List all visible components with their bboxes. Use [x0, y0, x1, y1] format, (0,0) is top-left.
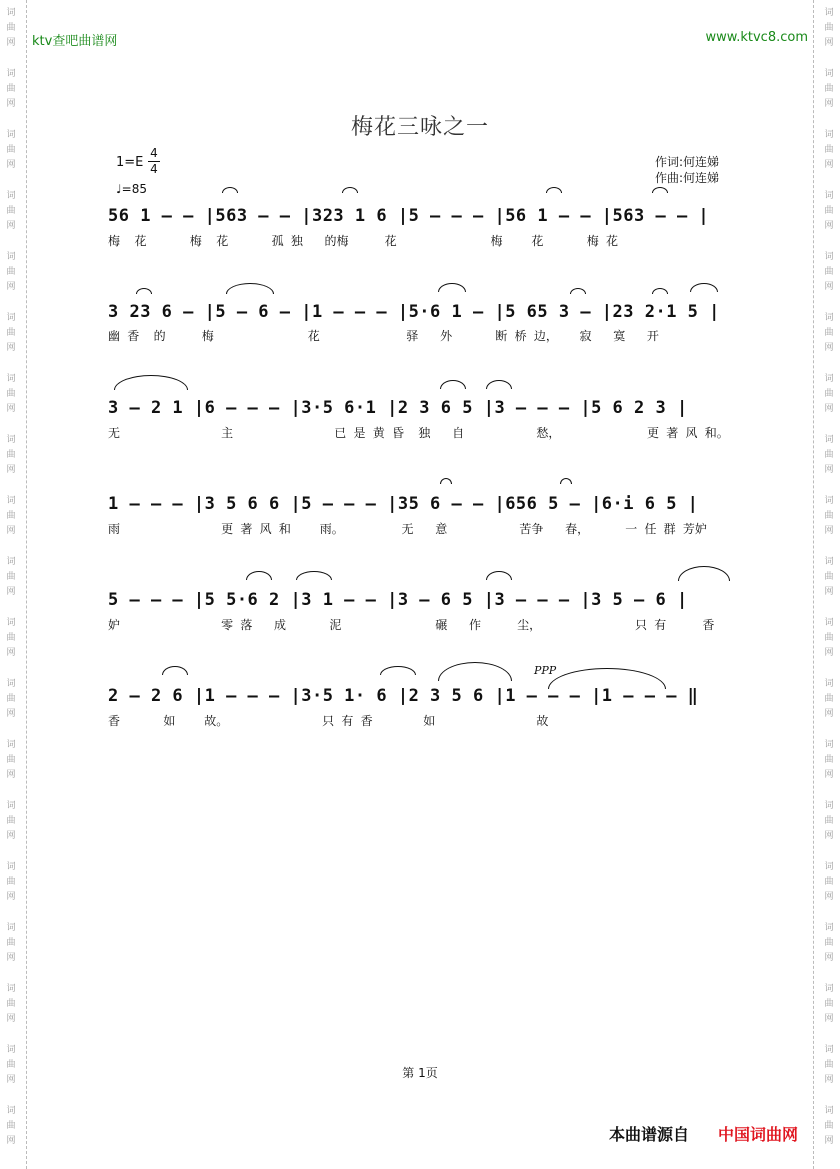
watermark-text: 词曲网 [6, 8, 16, 48]
watermark-text: 词曲网 [6, 618, 16, 658]
watermark-text: 词曲网 [6, 679, 16, 719]
slur-mark [560, 478, 572, 484]
source-label: 本曲谱源自 [609, 1125, 690, 1144]
watermark-text: 词曲网 [824, 374, 834, 414]
watermark-text: 词曲网 [6, 191, 16, 231]
watermark-text: 词曲网 [6, 862, 16, 902]
slur-mark [440, 380, 466, 389]
slur-mark [246, 571, 272, 580]
slur-mark [114, 375, 188, 390]
watermark-text: 词曲网 [6, 313, 16, 353]
watermark-text: 词曲网 [824, 435, 834, 475]
time-signature [148, 146, 160, 177]
watermark-text: 词曲网 [6, 69, 16, 109]
watermark-text: 词曲网 [6, 252, 16, 292]
watermark-text: 词曲网 [824, 130, 834, 170]
dynamic-marking: PPP [534, 664, 557, 677]
slur-mark [690, 283, 718, 292]
watermark-text: 词曲网 [6, 801, 16, 841]
lyrics-row-6: 香 如 故。 只 有 香 如 故 [108, 714, 549, 728]
watermark-text: 词曲网 [6, 435, 16, 475]
slur-mark [296, 571, 332, 580]
lyricist-credit: 作词:何连娣 [655, 155, 720, 169]
watermark-text: 词曲网 [824, 984, 834, 1024]
lyrics-row-2: 幽 香 的 梅 花 驿 外 断 桥 边， 寂 寞 开 [108, 329, 659, 343]
slur-mark [652, 288, 668, 294]
song-title: 梅花三咏之一 [350, 115, 489, 140]
lyrics-row-5: 妒 零 落 成 泥 碾 作 尘， 只 有 香 [108, 618, 715, 632]
watermark-text: 词曲网 [824, 618, 834, 658]
watermark-text: 词曲网 [6, 740, 16, 780]
slur-mark [486, 380, 512, 389]
source-site-link[interactable]: 中国词曲网 [718, 1125, 799, 1144]
time-signature-top: 4 [150, 146, 158, 160]
slur-mark [222, 187, 238, 193]
notation-row-3: 3 – 2 1 |6 – – – |3·5 6·1 |2 3 6 5 |3 – – – |5 6 2 3 | [108, 398, 688, 418]
slur-mark [162, 666, 188, 675]
watermark-text: 词曲网 [824, 557, 834, 597]
slur-mark [380, 666, 416, 675]
watermark-text: 词曲网 [824, 8, 834, 48]
watermark-text: 词曲网 [6, 923, 16, 963]
time-signature-bottom: 4 [148, 161, 160, 177]
watermark-text: 词曲网 [6, 984, 16, 1024]
watermark-text: 词曲网 [6, 374, 16, 414]
watermark-text: 词曲网 [6, 1045, 16, 1085]
slur-mark [678, 566, 730, 581]
left-watermark-strip [0, 0, 27, 1169]
lyrics-row-1: 梅 花 梅 花 孤 独 的梅 花 梅 花 梅 花 [108, 234, 619, 248]
slur-mark [438, 283, 466, 292]
right-watermark-strip [813, 0, 840, 1169]
slur-mark [440, 478, 452, 484]
slur-mark [136, 288, 152, 294]
watermark-text: 词曲网 [824, 191, 834, 231]
composer-credit: 作曲:何连娣 [655, 171, 720, 185]
watermark-text: 词曲网 [824, 801, 834, 841]
watermark-text: 词曲网 [824, 740, 834, 780]
slur-mark [226, 283, 274, 294]
notation-row-4: 1 – – – |3 5 6 6 |5 – – – |35 6 – – |656 5 – |6·i 6 5 | [108, 494, 699, 514]
watermark-text: 词曲网 [824, 69, 834, 109]
slur-mark [548, 668, 666, 689]
slur-mark [342, 187, 358, 193]
notation-row-1: 56 1 – – |563 – – |323 1 6 |5 – – – |56 1 – – |563 – – | [108, 206, 710, 226]
watermark-text: 词曲网 [824, 496, 834, 536]
notation-row-6: 2 – 2 6 |1 – – – |3·5 1· 6 |2 3 5 6 |1 – – – |1 – – – ‖ [108, 686, 699, 706]
watermark-text: 词曲网 [824, 313, 834, 353]
watermark-text: 词曲网 [6, 557, 16, 597]
watermark-text: 词曲网 [6, 1106, 16, 1146]
page-number: 第 1页 [402, 1066, 438, 1080]
watermark-text: 词曲网 [824, 1045, 834, 1085]
slur-mark [486, 571, 512, 580]
notation-row-2: 3 23 6 – |5 – 6 – |1 – – – |5·6 1 – |5 65 3 – |23 2·1 5 | [108, 302, 720, 322]
slur-mark [652, 187, 668, 193]
lyrics-row-4: 雨 更 著 风 和 雨。 无 意 苦争 春， 一 任 群 芳妒 [108, 522, 707, 536]
site-link-right[interactable]: www.ktvc8.com [705, 30, 808, 45]
key-signature: 1=E [116, 155, 144, 170]
tempo-marking: ♩=85 [116, 182, 147, 196]
slur-mark [570, 288, 586, 294]
watermark-text: 词曲网 [824, 252, 834, 292]
watermark-text: 词曲网 [824, 679, 834, 719]
slur-mark [546, 187, 562, 193]
slur-mark [438, 662, 512, 681]
watermark-text: 词曲网 [6, 130, 16, 170]
site-link-left[interactable]: ktv查吧曲谱网 [32, 34, 118, 49]
watermark-text: 词曲网 [824, 1106, 834, 1146]
watermark-text: 词曲网 [824, 862, 834, 902]
lyrics-row-3: 无 主 已 是 黄 昏 独 自 愁， 更 著 风 和。 [108, 426, 729, 440]
notation-row-5: 5 – – – |5 5·6 2 |3 1 – – |3 – 6 5 |3 – – – |3 5 – 6 | [108, 590, 688, 610]
watermark-text: 词曲网 [824, 923, 834, 963]
watermark-text: 词曲网 [6, 496, 16, 536]
